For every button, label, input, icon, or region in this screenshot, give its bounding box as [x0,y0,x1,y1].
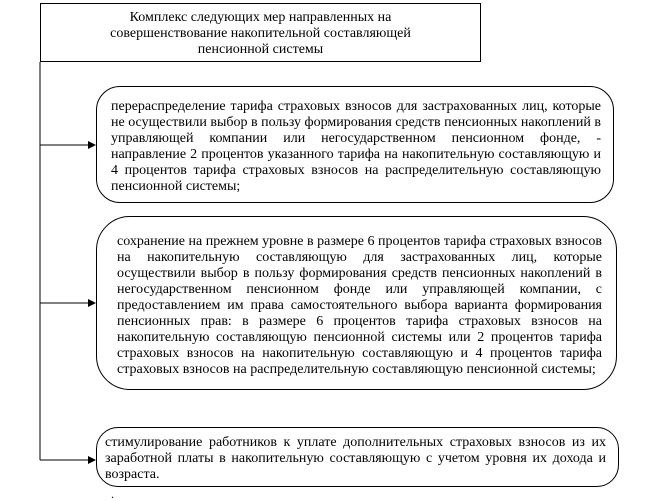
measure-box-3 [96,427,619,487]
footer-mark: . [111,487,114,501]
measure-3-text: стимулирование работников к уплате дополнительных страховых взносов из их заработной платы в накопительную составляющую с учетом уровня их дохода и возраста. [105,435,606,482]
title-box [40,3,481,62]
measure-box-2 [96,216,617,390]
title-line: Комплекс следующих мер направленных на [129,10,392,25]
title-line: пенсионной системы [197,42,324,57]
title-line: совершенствование накопительной составляющей [110,26,411,41]
measure-2-text: сохранение на прежнем уровне в размере 6 процентов тарифа страховых взносов на накопительную составляющую для застрахованных лиц, которые осуществили выбор в пользу формирования средств пенсионных накоплений в негосударственном пенсионном фонде или управляющей компании, с предоставлением им права самостоятельного выбора варианта формирования пенсионных прав: в размере 6 процентов тарифа страховых взносов на накопительную составляющую пенсионной системы или 2 процентов тарифа страховых взносов на накопительную составляющую и 4 процентов тарифа страховых взносов на распределительную составляющую пенсионной системы; [117,234,603,377]
measure-1-text: перераспределение тарифа страховых взносов для застрахованных лиц, которые не осуществили выбор в пользу формирования средств пенсионных накоплений в управляющей компании или негосударственном пенсионном фонде, - направление 2 процентов указанного тарифа на накопительную составляющую и 4 процентов тарифа страховых взносов на распределительную составляющую пенсионной системы; [111,99,602,194]
measure-box-1 [96,86,614,203]
